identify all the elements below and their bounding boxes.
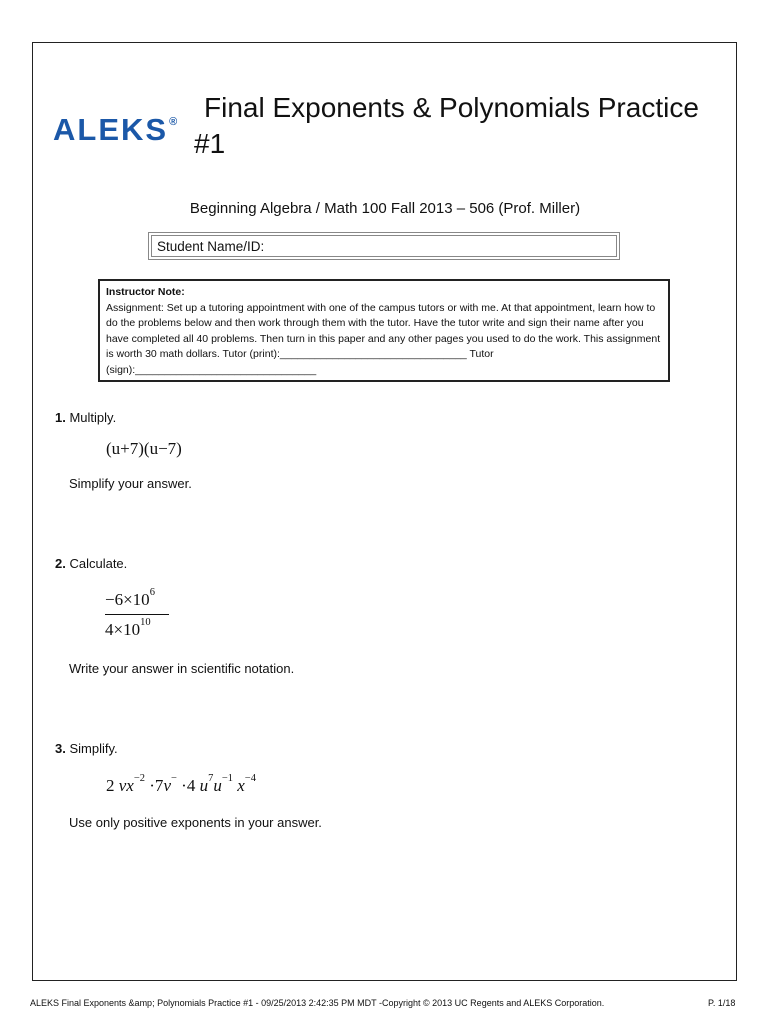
fraction-denominator	[105, 617, 171, 640]
instructor-note	[98, 279, 670, 382]
question-prompt: Multiply.	[69, 410, 117, 425]
instruction-1: Simplify your answer.	[69, 476, 192, 491]
instruction-3: Use only positive exponents in your answer.	[69, 815, 322, 830]
question-1	[55, 410, 116, 425]
question-number: 2.	[55, 556, 66, 571]
math-var: x	[126, 776, 134, 795]
page-title	[194, 90, 714, 162]
student-name-label: Student Name/ID:	[151, 235, 617, 257]
footer-copyright: ALEKS Final Exponents &amp; Polynomials Practice #1 - 09/25/2013 2:42:35 PM MDT -Copyright © 2013 UC Regents and ALEKS Corporation.	[30, 998, 605, 1008]
math-var: u	[199, 776, 209, 795]
numerator-base: −6×10	[105, 590, 150, 609]
math-exponent: −2	[133, 773, 146, 785]
math-var: v	[163, 776, 171, 795]
expression-3	[106, 773, 256, 796]
math-var: u	[213, 776, 222, 795]
question-3	[55, 741, 118, 756]
title-line-2: #1	[194, 128, 226, 159]
math-exponent: 7	[208, 773, 214, 785]
math-exponent: −	[170, 773, 177, 785]
denominator-base: 4×10	[105, 620, 141, 639]
aleks-logo	[53, 112, 179, 148]
math-var: x	[237, 776, 245, 795]
student-name-field[interactable]	[148, 232, 620, 260]
logo-text: ALEKS	[53, 112, 169, 147]
note-heading: Instructor Note:	[106, 286, 185, 298]
question-prompt: Simplify.	[69, 741, 118, 756]
math-exponent: −1	[221, 773, 233, 785]
math-term: ·4	[181, 776, 196, 795]
expression-1	[106, 439, 182, 459]
fraction-numerator	[105, 587, 171, 610]
math-exponent: −4	[244, 773, 256, 785]
math-term: ·7	[149, 776, 164, 795]
page-number: P. 1/18	[708, 998, 736, 1008]
fraction-expression	[105, 587, 171, 640]
page-border	[32, 42, 737, 981]
question-prompt: Calculate.	[69, 556, 128, 571]
title-line-1: Final Exponents & Polynomials Practice	[204, 92, 699, 123]
denominator-exponent: 10	[140, 617, 151, 629]
math-var: v	[118, 776, 127, 795]
math-expression: (u+7)(u−7)	[106, 439, 182, 458]
fraction-bar	[105, 614, 169, 615]
note-body: Assignment: Set up a tutoring appointment with one of the campus tutors or with me. At that appointment, learn how to do the problems below and then work through them with the tutor. Have the tutor write and sign their name after you have completed all 40 problems. Then turn in this paper and any other pages you used to do the work. This assignment is worth 30 math dollars. Tutor (print):________________________________ Tutor (sign):_______________________________	[106, 301, 661, 376]
registered-mark: ®	[169, 116, 180, 128]
numerator-exponent: 6	[149, 587, 155, 599]
question-number: 3.	[55, 741, 66, 756]
math-term: 2	[106, 776, 115, 795]
course-subtitle: Beginning Algebra / Math 100 Fall 2013 – 506 (Prof. Miller)	[189, 200, 581, 217]
question-number: 1.	[55, 410, 66, 425]
instruction-2: Write your answer in scientific notation.	[69, 661, 295, 676]
question-2	[55, 556, 127, 571]
